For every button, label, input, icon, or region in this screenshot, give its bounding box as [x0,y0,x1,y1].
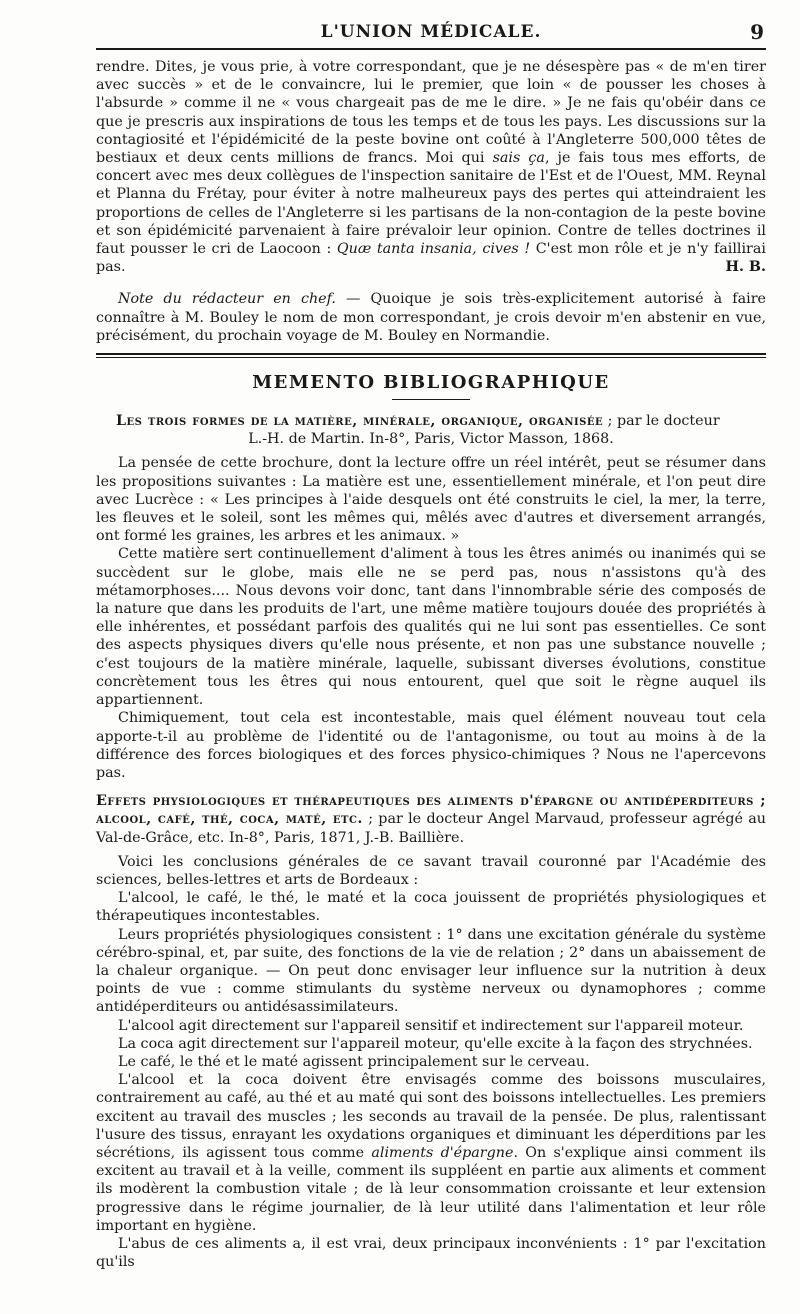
book2-paragraph: La coca agit directement sur l'appareil moteur, qu'elle excite à la façon des strychnées. [118,1035,753,1052]
book1-paragraph: Cette matière sert continuellement d'aliment à tous les êtres animés ou inanimés qui se succèdent sur le globe, mais elle ne se perd pas, nous n'assistons qu'à des métamorphoses.... Nous devons voir donc, tant dans l'innombrable série des composés de la nature que dans les produits de l'art, une même matière toujours douée des propriétés à elle inhérentes, et possédant parfois des qualités qui ne lui sont pas essentielles. Ce sont des aspects physiques divers qu'elle nous présente, et non pas une substance nouvelle ; c'est toujours de la matière minérale, laquelle, subissant diverses évolutions, constitue concrètement tous les êtres qui nous entourent, quel que soit le règne auquel ils appartiennent. [96,546,766,709]
book2-paragraph: L'alcool et la coca doivent être envisagés comme des boissons musculaires, contrairement au café, au thé et au maté qui sont des boissons intellectuelles. Les premiers excitent au travail des muscles ; les seconds au travail de la pensée. De plus, ralentissant l'usure des tissus, enrayant les oxydations organiques et diminuant les déperditions par les sécrétions, ils agissent tous comme aliments d'épargne. On s'explique ainsi comment ils excitent au travail et à la veille, comment ils suppléent en partie aux aliments et comment ils modèrent la combustion vitale ; de là leur consommation croissante et leur extension progressive dans le régime journalier, de là leur utilité dans l'alimentation et leur rôle important en hygiène. [96,1072,766,1234]
book2-paragraph: L'alcool agit directement sur l'appareil sensitif et indirectement sur l'appareil moteur. [118,1017,744,1034]
book2-title: Effets physiologiques et thérapeutiques des aliments d'épargne ou antidéperditeurs ; alcool, café, thé, coca, maté, etc. [96,793,766,828]
book1-paragraph: La pensée de cette brochure, dont la lecture offre un réel intérêt, peut se résumer dans les propositions suivantes : La matière est une, essentiellement minérale, et l'on peut dire avec Lucrèce : « Les principes à l'aide desquels ont été construits le ciel, la mer, la terre, les fleuves et le soleil, sont les mêmes qui, mêlés avec d'autres et diversement arrangés, ont formé les graines, les arbres et les animaux. » [96,455,766,545]
book1-heading: Les trois formes de la matière, minérale, organique, organisée ; par le docteur [116,413,720,430]
letter-paragraph: rendre. Dites, je vous prie, à votre correspondant, que je ne désespère pas « de m'en tirer avec succès » et de le convaincre, lui le premier, que loin « de pousser les choses à l'absurde » comme il ne « vous chargeait pas de me le dire. » Je ne fais qu'obéir dans ce que je prescris aux inspirations de tous les temps et de tous les pays. Les discussions sur la contagiosité et l'épidémicité de la peste bovine ont coûté à l'Angleterre 500,000 têtes de bestiaux et deux cents millions de francs. Moi qui sais ça, je fais tous mes efforts, de concert avec mes deux collègues de l'inspection sanitaire de l'Est et de l'Ouest, MM. Reynal et Planna du Frétay, pour éviter à notre malheureux pays des pertes qui atteindraient les proportions de celles de l'Angleterre si les partisans de la non-contagion de la peste bovine et son épidémicité parvenaient à faire prévaloir leur opinion. Contre de telles doctrines il faut pousser le cri de Laocoon : Quæ tanta insania, cives ! C'est mon rôle et je n'y faillirai pas. H. B. [96,59,767,276]
section-divider [96,353,766,358]
editor-note: Note du rédacteur en chef. — Quoique je sois très-explicitement autorisé à faire connaître à M. Bouley le nom de mon correspondant, je crois devoir m'en abstenir en vue, précisément, du prochain voyage de M. Bouley en Normandie. [96,291,766,344]
editor-note-label: Note du rédacteur en chef. [118,291,336,308]
page-number: 9 [750,20,764,44]
book2-paragraph: Leurs propriétés physiologiques consistent : 1° dans une excitation générale du système cérébro-spinal, et, par suite, des fonctions de la vie de relation ; 2° dans un abaissement de la chaleur organique. — On peut donc envisager leur influence sur la nutrition à deux points de vue : comme stimulants du système nerveux ou dynamophores ; comme antidéperditeurs ou antidésassimilateurs. [96,926,766,1016]
running-header [96,14,766,50]
title-underline [392,399,470,400]
book2-paragraph: L'abus de ces aliments a, il est vrai, deux principaux inconvénients : 1° par l'excitation qu'ils [96,1235,766,1271]
book2-heading: Effets physiologiques et thérapeutiques des aliments d'épargne ou antidéperditeurs ; alcool, café, thé, coca, maté, etc. ; par le docteur Angel Marvaud, professeur agrégé au Val-de-Grâce, etc. In-8°, Paris, 1871, J.-B. Baillière. [96,793,766,846]
letter-signature: H. B. [725,259,766,276]
book1-paragraph: Chimiquement, tout cela est incontestable, mais quel élément nouveau tout cela apporte-t-il au problème de l'identité ou de l'antagonisme, ou tout au moins à de la différence des forces biologiques et des forces physico-chimiques ? Nous ne l'apercevons pas. [96,710,766,781]
book2-paragraph: Le café, le thé et le maté agissent principalement sur le cerveau. [118,1053,590,1070]
book2-paragraph: L'alcool, le café, le thé, le maté et la coca jouissent de propriétés physiologiques et thérapeutiques incontestables. [96,890,766,925]
book1-author-line: L.-H. de Martin. In-8°, Paris, Victor Masson, 1868. [248,431,614,448]
book1-title: Les trois formes de la matière, minérale, organique, organisée [116,413,604,430]
running-title: L'UNION MÉDICALE. [320,22,542,42]
book2-paragraph: Voici les conclusions générales de ce savant travail couronné par l'Académie des sciences, belles-lettres et arts de Bordeaux : [96,853,766,888]
section-title: MEMENTO BIBLIOGRAPHIQUE [252,372,610,394]
